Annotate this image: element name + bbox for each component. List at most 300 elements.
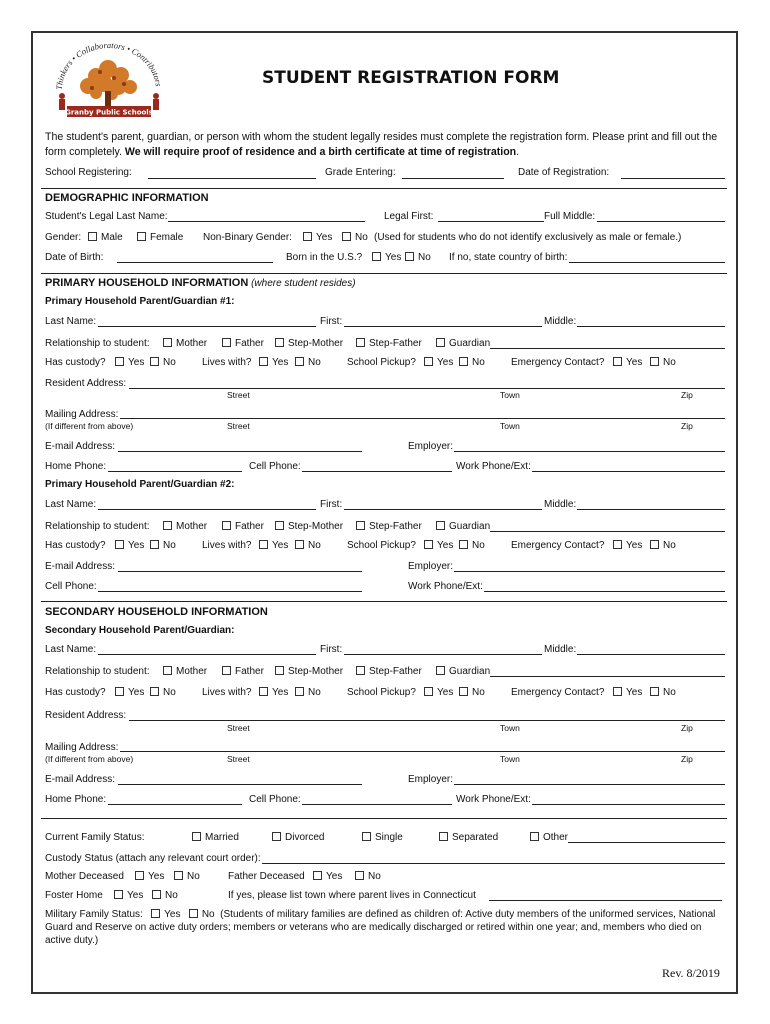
checkbox[interactable]	[362, 832, 371, 841]
p1-rel-stepmother[interactable]	[275, 338, 343, 349]
date-registration-label: Date of Registration:	[518, 167, 610, 178]
option-label: Yes	[626, 357, 643, 368]
checkbox[interactable]	[150, 357, 159, 366]
option-label: Yes	[316, 232, 333, 243]
checkbox[interactable]	[424, 687, 433, 696]
student-last-label: Student's Legal Last Name:	[45, 211, 168, 222]
p2-email-field[interactable]	[118, 571, 362, 572]
checkbox[interactable]	[115, 540, 124, 549]
option-label: Male	[101, 232, 123, 243]
s1-emergency-yes[interactable]	[613, 687, 642, 698]
s1-home-phone-field[interactable]	[108, 804, 242, 805]
option-label: No	[163, 357, 176, 368]
checkbox[interactable]	[295, 357, 304, 366]
p1-custody-no[interactable]	[150, 357, 176, 368]
s1-pickup-no[interactable]	[459, 687, 485, 698]
option-label: Step-Mother	[288, 521, 344, 532]
dob-field[interactable]	[117, 262, 273, 263]
checkbox[interactable]	[163, 521, 172, 530]
s1-custody-yes[interactable]	[115, 687, 144, 698]
military-label: Military Family Status:	[45, 909, 143, 920]
p1-resident-field[interactable]	[129, 388, 725, 389]
p2-middle-field[interactable]	[577, 509, 725, 510]
checkbox[interactable]	[222, 338, 231, 347]
checkbox[interactable]	[342, 232, 351, 241]
s1-middle-label: Middle:	[544, 644, 577, 655]
checkbox[interactable]	[163, 666, 172, 675]
option-label: Yes	[128, 540, 145, 551]
option-label: Yes	[127, 890, 144, 901]
p2-rel-stepfather[interactable]	[356, 521, 422, 532]
option-label: Yes	[128, 687, 145, 698]
p2-rel-father[interactable]	[222, 521, 264, 532]
option-label: Female	[150, 232, 184, 243]
checkbox[interactable]	[295, 540, 304, 549]
option-label: Yes	[437, 540, 454, 551]
p2-employer-field[interactable]	[454, 571, 725, 572]
option-label: No	[308, 357, 321, 368]
p1-resident-label: Resident Address:	[45, 378, 127, 389]
born-us-no-option[interactable]	[405, 252, 431, 263]
option-label: Yes	[437, 357, 454, 368]
form-title: STUDENT REGISTRATION FORM	[262, 68, 560, 88]
s1-mailing-label: Mailing Address:	[45, 742, 119, 753]
nonbinary-yes-option[interactable]	[303, 232, 332, 243]
checkbox[interactable]	[436, 521, 445, 530]
p2-custody-no[interactable]	[150, 540, 176, 551]
s1-employer-field[interactable]	[454, 784, 725, 785]
option-label: Mother	[176, 521, 208, 532]
p1-last-field[interactable]	[98, 326, 316, 327]
option-label: Guardian	[449, 521, 491, 532]
s1-pickup-yes[interactable]	[424, 687, 453, 698]
student-last-field[interactable]	[168, 221, 365, 222]
foster-question: If yes, please list town where parent lives in Connecticut	[228, 890, 476, 901]
p1-home-phone-label: Home Phone:	[45, 461, 107, 472]
s1-middle-field[interactable]	[577, 654, 725, 655]
s1-first-field[interactable]	[344, 654, 542, 655]
option-label: Other	[543, 832, 569, 843]
p1-work-phone-label: Work Phone/Ext:	[456, 461, 531, 472]
grade-entering-field[interactable]	[402, 178, 504, 179]
military-yes[interactable]	[151, 909, 180, 920]
p2-first-label: First:	[320, 499, 343, 510]
p2-cell-phone-label: Cell Phone:	[45, 581, 97, 592]
p2-custody-yes[interactable]	[115, 540, 144, 551]
s1-emergency-no[interactable]	[650, 687, 676, 698]
s1-custody-label: Has custody?	[45, 687, 106, 698]
intro-bold: We will require proof of residence and a birth certificate at time of registration	[124, 146, 517, 158]
p2-rel-mother[interactable]	[163, 521, 207, 532]
s1-email-label: E-mail Address:	[45, 774, 116, 785]
p1-email-label: E-mail Address:	[45, 441, 116, 452]
military-note: (Students of military families are defined as children of: Active duty members of the uniformed services, National Guard and Reserve on active duty orders; members or veterans who are medically discharged or retired within one year; and, members who died on active duty.)	[45, 909, 716, 946]
option-label: No	[355, 232, 368, 243]
checkbox[interactable]	[295, 687, 304, 696]
s1-resident-town-caption: Town	[500, 723, 520, 733]
option-label: No	[663, 357, 676, 368]
p2-work-phone-label: Work Phone/Ext:	[408, 581, 483, 592]
option-label: Yes	[148, 871, 165, 882]
father-deceased-label: Father Deceased	[228, 871, 305, 882]
p2-emergency-yes[interactable]	[613, 540, 642, 551]
p1-pickup-no[interactable]	[459, 357, 485, 368]
p2-emergency-label: Emergency Contact?	[511, 540, 605, 551]
p2-rel-guardian[interactable]	[436, 521, 490, 532]
primary-title-row	[45, 277, 356, 289]
checkbox[interactable]	[152, 890, 161, 899]
option-label: Yes	[164, 909, 181, 920]
checkbox[interactable]	[530, 832, 539, 841]
option-label: No	[418, 252, 431, 263]
status-married[interactable]	[192, 832, 239, 843]
option-label: No	[165, 890, 178, 901]
student-middle-field[interactable]	[597, 221, 725, 222]
checkbox[interactable]	[163, 338, 172, 347]
checkbox[interactable]	[222, 521, 231, 530]
p1-mailing-field[interactable]	[120, 418, 725, 419]
p2-pickup-no[interactable]	[459, 540, 485, 551]
p2-lives-label: Lives with?	[202, 540, 252, 551]
p1-resident-town-caption: Town	[500, 390, 520, 400]
foster-town-field[interactable]	[489, 900, 722, 901]
s1-mailing-town-caption: Town	[500, 754, 520, 764]
status-single[interactable]	[362, 832, 403, 843]
s1-rel-stepfather[interactable]	[356, 666, 422, 677]
option-label: Separated	[452, 832, 499, 843]
granby-tree-logo	[48, 36, 170, 120]
s1-rel-guardian[interactable]	[436, 666, 490, 677]
p1-last-label: Last Name:	[45, 316, 97, 327]
checkbox[interactable]	[115, 687, 124, 696]
checkbox[interactable]	[613, 540, 622, 549]
foster-home-label: Foster Home	[45, 890, 103, 901]
father-deceased-yes[interactable]	[313, 871, 342, 882]
s1-last-label: Last Name:	[45, 644, 97, 655]
p2-guardian-field[interactable]	[490, 531, 725, 532]
primary-title: PRIMARY HOUSEHOLD INFORMATION	[45, 277, 249, 289]
s1-title: Secondary Household Parent/Guardian:	[45, 625, 235, 636]
birth-country-label: If no, state country of birth:	[449, 252, 568, 263]
student-first-label: Legal First:	[384, 211, 434, 222]
status-separated[interactable]	[439, 832, 498, 843]
option-label: No	[663, 540, 676, 551]
checkbox[interactable]	[650, 540, 659, 549]
p2-employer-label: Employer:	[408, 561, 454, 572]
checkbox[interactable]	[135, 871, 144, 880]
checkbox[interactable]	[356, 521, 365, 530]
checkbox[interactable]	[459, 357, 468, 366]
p1-mailing-town-caption: Town	[500, 421, 520, 431]
s1-if-different: (If different from above)	[45, 754, 134, 764]
checkbox[interactable]	[222, 666, 231, 675]
p2-work-phone-field[interactable]	[484, 591, 725, 592]
p1-lives-yes[interactable]	[259, 357, 288, 368]
p1-rel-mother[interactable]	[163, 338, 207, 349]
secondary-divider	[41, 601, 727, 602]
p1-pickup-label: School Pickup?	[347, 357, 416, 368]
p2-pickup-label: School Pickup?	[347, 540, 416, 551]
option-label: No	[472, 687, 485, 698]
s1-rel-stepmother[interactable]	[275, 666, 343, 677]
s1-work-phone-field[interactable]	[532, 804, 725, 805]
p2-title: Primary Household Parent/Guardian #2:	[45, 479, 235, 490]
intro-plain: The student's parent, guardian, or person with whom the student legally resides must complete the registration form. Please print and fill out the form completely.	[45, 131, 718, 158]
checkbox[interactable]	[303, 232, 312, 241]
checkbox[interactable]	[275, 338, 284, 347]
option-label: No	[308, 687, 321, 698]
primary-divider	[41, 273, 727, 274]
option-label: Mother	[176, 338, 208, 349]
checkbox[interactable]	[436, 338, 445, 347]
military-status-block	[45, 908, 725, 947]
birth-country-field[interactable]	[569, 262, 725, 263]
student-first-field[interactable]	[438, 221, 544, 222]
s1-first-label: First:	[320, 644, 343, 655]
checkbox[interactable]	[313, 871, 322, 880]
p1-middle-field[interactable]	[577, 326, 725, 327]
option-label: No	[308, 540, 321, 551]
option-label: Yes	[272, 540, 289, 551]
family-status-label: Current Family Status:	[45, 832, 145, 843]
option-label: Yes	[326, 871, 343, 882]
checkbox[interactable]	[114, 890, 123, 899]
checkbox[interactable]	[650, 357, 659, 366]
p1-first-label: First:	[320, 316, 343, 327]
s1-work-phone-label: Work Phone/Ext:	[456, 794, 531, 805]
foster-yes[interactable]	[114, 890, 143, 901]
p1-middle-label: Middle:	[544, 316, 577, 327]
s1-emergency-label: Emergency Contact?	[511, 687, 605, 698]
checkbox[interactable]	[275, 666, 284, 675]
p1-email-field[interactable]	[118, 451, 362, 452]
checkbox[interactable]	[192, 832, 201, 841]
nonbinary-label: Non-Binary Gender:	[203, 232, 292, 243]
p1-rel-guardian[interactable]	[436, 338, 490, 349]
nonbinary-no-option[interactable]	[342, 232, 368, 243]
s1-mailing-field[interactable]	[120, 751, 725, 752]
checkbox[interactable]	[650, 687, 659, 696]
s1-pickup-label: School Pickup?	[347, 687, 416, 698]
status-divorced[interactable]	[272, 832, 324, 843]
intro-text: The student's parent, guardian, or person with whom the student legally resides must complete the registration form. Please print and fill out the form completely. We will require proof of residence and a birth certificate at time of registration.	[45, 131, 718, 158]
p1-if-different: (If different from above)	[45, 421, 134, 431]
status-other-field[interactable]	[568, 842, 725, 843]
p1-emergency-no[interactable]	[650, 357, 676, 368]
s1-mailing-zip-caption: Zip	[681, 754, 693, 764]
status-other[interactable]	[530, 832, 568, 843]
p1-relationship-label: Relationship to student:	[45, 338, 150, 349]
mother-deceased-yes[interactable]	[135, 871, 164, 882]
checkbox[interactable]	[439, 832, 448, 841]
p2-cell-phone-field[interactable]	[98, 591, 362, 592]
checkbox[interactable]	[137, 232, 146, 241]
checkbox[interactable]	[459, 687, 468, 696]
checkbox[interactable]	[356, 338, 365, 347]
option-label: Step-Father	[369, 521, 422, 532]
checkbox[interactable]	[151, 909, 160, 918]
foster-no[interactable]	[152, 890, 178, 901]
p1-mailing-street-caption: Street	[227, 421, 250, 431]
p2-relationship-label: Relationship to student:	[45, 521, 150, 532]
p1-cell-phone-field[interactable]	[302, 471, 452, 472]
s1-lives-no[interactable]	[295, 687, 321, 698]
p1-resident-zip-caption: Zip	[681, 390, 693, 400]
p2-first-field[interactable]	[344, 509, 542, 510]
demographic-divider	[41, 188, 727, 189]
option-label: Married	[205, 832, 239, 843]
p1-custody-label: Has custody?	[45, 357, 106, 368]
s1-rel-father[interactable]	[222, 666, 264, 677]
s1-lives-yes[interactable]	[259, 687, 288, 698]
checkbox[interactable]	[275, 521, 284, 530]
checkbox[interactable]	[372, 252, 381, 261]
option-label: Yes	[626, 540, 643, 551]
mother-deceased-label: Mother Deceased	[45, 871, 124, 882]
option-label: No	[368, 871, 381, 882]
p1-cell-phone-label: Cell Phone:	[249, 461, 301, 472]
s1-last-field[interactable]	[98, 654, 316, 655]
option-label: Step-Mother	[288, 338, 344, 349]
s1-email-field[interactable]	[118, 784, 362, 785]
option-label: No	[663, 687, 676, 698]
p1-lives-no[interactable]	[295, 357, 321, 368]
s1-home-phone-label: Home Phone:	[45, 794, 107, 805]
option-label: No	[163, 540, 176, 551]
checkbox[interactable]	[115, 357, 124, 366]
revision-label: Rev. 8/2019	[662, 966, 720, 980]
logo-banner-text: Granby Public Schools	[65, 108, 153, 117]
s1-resident-zip-caption: Zip	[681, 723, 693, 733]
nonbinary-note: (Used for students who do not identify exclusively as male or female.)	[374, 232, 682, 243]
p1-mailing-zip-caption: Zip	[681, 421, 693, 431]
s1-guardian-field[interactable]	[490, 676, 725, 677]
checkbox[interactable]	[356, 666, 365, 675]
custody-status-label: Custody Status (attach any relevant court order):	[45, 853, 261, 864]
p1-mailing-label: Mailing Address:	[45, 409, 119, 420]
checkbox[interactable]	[189, 909, 198, 918]
p1-lives-label: Lives with?	[202, 357, 252, 368]
logo-arc-text: Thinkers • Collaborators • Contributors	[53, 39, 164, 91]
mother-deceased-no[interactable]	[174, 871, 200, 882]
s1-cell-phone-label: Cell Phone:	[249, 794, 301, 805]
demographic-title: DEMOGRAPHIC INFORMATION	[45, 192, 209, 204]
s1-employer-label: Employer:	[408, 774, 454, 785]
p1-custody-yes[interactable]	[115, 357, 144, 368]
s1-custody-no[interactable]	[150, 687, 176, 698]
checkbox[interactable]	[424, 540, 433, 549]
p2-lives-no[interactable]	[295, 540, 321, 551]
school-registering-label: School Registering:	[45, 167, 132, 178]
p2-email-label: E-mail Address:	[45, 561, 116, 572]
p1-rel-father[interactable]	[222, 338, 264, 349]
p1-emergency-yes[interactable]	[613, 357, 642, 368]
p1-title: Primary Household Parent/Guardian #1:	[45, 296, 235, 307]
gender-female-option[interactable]	[137, 232, 183, 243]
s1-lives-label: Lives with?	[202, 687, 252, 698]
option-label: No	[472, 357, 485, 368]
s1-relationship-label: Relationship to student:	[45, 666, 150, 677]
p2-lives-yes[interactable]	[259, 540, 288, 551]
option-label: Step-Father	[369, 338, 422, 349]
option-label: Guardian	[449, 338, 491, 349]
checkbox[interactable]	[272, 832, 281, 841]
p1-guardian-field[interactable]	[490, 348, 725, 349]
p1-emergency-label: Emergency Contact?	[511, 357, 605, 368]
born-us-yes-option[interactable]	[372, 252, 401, 263]
option-label: Yes	[272, 687, 289, 698]
p2-emergency-no[interactable]	[650, 540, 676, 551]
option-label: Single	[375, 832, 403, 843]
option-label: Guardian	[449, 666, 491, 677]
p1-first-field[interactable]	[344, 326, 542, 327]
grade-entering-label: Grade Entering:	[325, 167, 396, 178]
p2-pickup-yes[interactable]	[424, 540, 453, 551]
checkbox[interactable]	[613, 687, 622, 696]
gender-label: Gender:	[45, 232, 82, 243]
checkbox[interactable]	[459, 540, 468, 549]
checkbox[interactable]	[259, 687, 268, 696]
s1-rel-mother[interactable]	[163, 666, 207, 677]
p2-rel-stepmother[interactable]	[275, 521, 343, 532]
date-registration-field[interactable]	[621, 178, 725, 179]
military-no[interactable]	[189, 909, 215, 920]
p2-last-label: Last Name:	[45, 499, 97, 510]
s1-resident-label: Resident Address:	[45, 710, 127, 721]
s1-resident-field[interactable]	[129, 720, 725, 721]
p1-pickup-yes[interactable]	[424, 357, 453, 368]
checkbox[interactable]	[88, 232, 97, 241]
checkbox[interactable]	[424, 357, 433, 366]
option-label: Father	[235, 338, 264, 349]
born-us-label: Born in the U.S.?	[286, 252, 363, 263]
option-label: Father	[235, 666, 264, 677]
checkbox[interactable]	[259, 357, 268, 366]
checkbox[interactable]	[174, 871, 183, 880]
gender-male-option[interactable]	[88, 232, 123, 243]
p2-last-field[interactable]	[98, 509, 316, 510]
p1-rel-stepfather[interactable]	[356, 338, 422, 349]
option-label: No	[201, 909, 215, 920]
checkbox[interactable]	[436, 666, 445, 675]
p1-employer-label: Employer:	[408, 441, 454, 452]
checkbox[interactable]	[150, 687, 159, 696]
checkbox[interactable]	[355, 871, 364, 880]
option-label: Yes	[128, 357, 145, 368]
s1-mailing-street-caption: Street	[227, 754, 250, 764]
option-label: Yes	[626, 687, 643, 698]
custody-status-field[interactable]	[262, 863, 725, 864]
father-deceased-no[interactable]	[355, 871, 381, 882]
s1-cell-phone-field[interactable]	[302, 804, 452, 805]
option-label: Yes	[385, 252, 402, 263]
checkbox[interactable]	[405, 252, 414, 261]
p1-employer-field[interactable]	[454, 451, 725, 452]
checkbox[interactable]	[613, 357, 622, 366]
school-registering-field[interactable]	[148, 178, 316, 179]
option-label: No	[187, 871, 200, 882]
p1-home-phone-field[interactable]	[108, 471, 242, 472]
primary-title-note: (where student resides)	[251, 278, 356, 289]
dob-label: Date of Birth:	[45, 252, 104, 263]
option-label: No	[163, 687, 176, 698]
option-label: Divorced	[285, 832, 325, 843]
option-label: Step-Mother	[288, 666, 344, 677]
checkbox[interactable]	[259, 540, 268, 549]
option-label: Yes	[437, 687, 454, 698]
p1-work-phone-field[interactable]	[532, 471, 725, 472]
checkbox[interactable]	[150, 540, 159, 549]
